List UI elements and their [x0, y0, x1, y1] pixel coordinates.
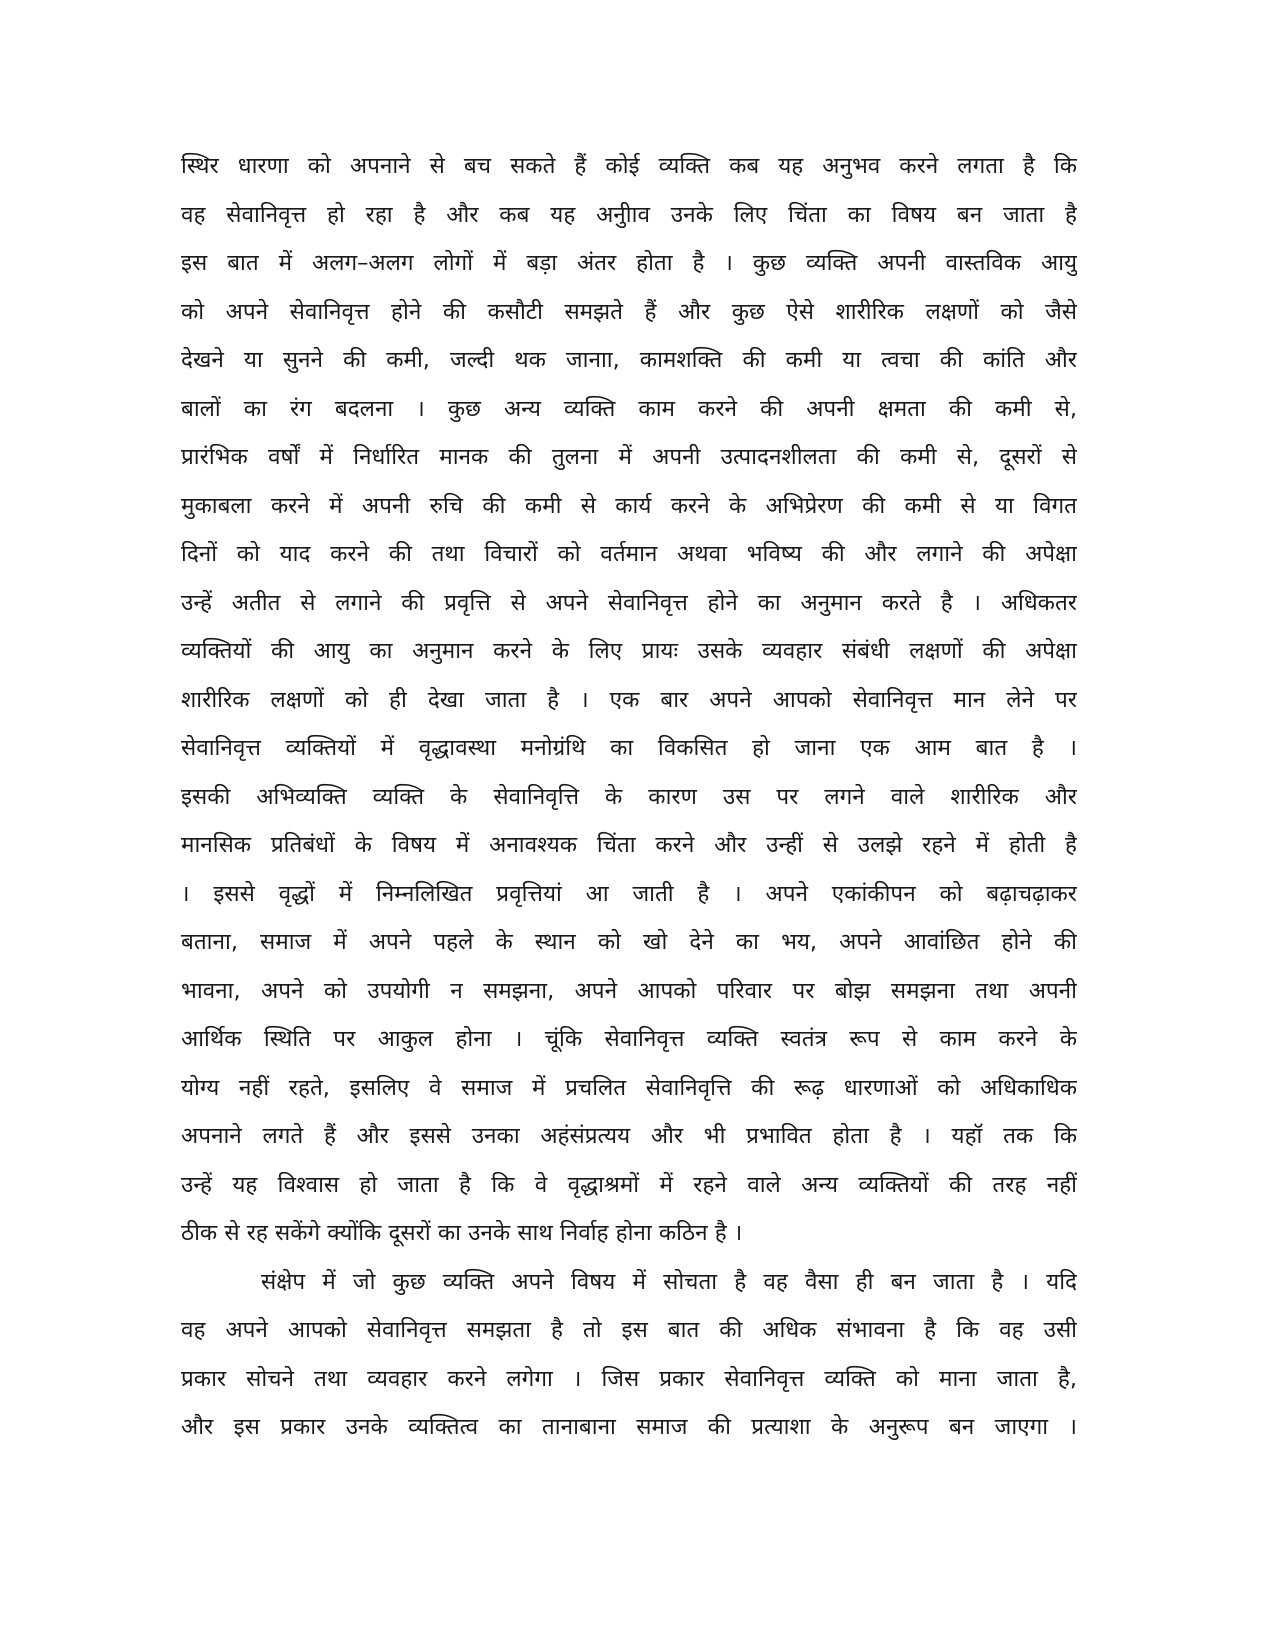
text-line: बताना, समाज में अपने पहले के स्थान को खो देने का भय, अपने आवांछित होने की	[181, 929, 1077, 955]
text-line: । इससे वृद्धों में निम्नलिखित प्रवृत्तियां आ जाती है । अपने एकांकीपन को बढ़ाचढ़ाकर	[181, 880, 1077, 907]
text-line: को अपने सेवानिवृत्त होने की कसौटी समझते हैं और कुछ ऐसे शारीरिक लक्षणों को जैसे	[181, 298, 1077, 325]
text-line: वह सेवानिवृत्त हो रहा है और कब यह अनुीाव उनके लिए चिंता का विषय बन जाता है	[181, 201, 1077, 228]
text-line: सेवानिवृत्त व्यक्तियों में वृद्धावस्था मनोग्रंथि का विकसित हो जाना एक आम बात है ।	[181, 735, 1077, 761]
text-line: भावना, अपने को उपयोगी न समझना, अपने आपको परिवार पर बोझ समझना तथा अपनी	[181, 977, 1077, 1004]
text-line: स्थिर धारणा को अपनाने से बच सकते हैं कोई व्यक्ति कब यह अनुभव करने लगता है कि	[181, 153, 1077, 179]
text-line: अपनाने लगते हैं और इससे उनका अहंसंप्रत्यय और भी प्रभावित होता है । यहॉ तक कि	[181, 1123, 1077, 1149]
text-line: उन्हें यह विश्वास हो जाता है कि वे वृद्धाश्रमों में रहने वाले अन्य व्यक्तियों की तरह नहीं	[181, 1171, 1077, 1198]
text-line: प्रारंभिक वर्षों में निर्धारित मानक की तुलना में अपनी उत्पादनशीलता की कमी से, दूसरों से	[181, 444, 1077, 470]
text-line: शारीरिक लक्षणों को ही देखा जाता है । एक बार अपने आपको सेवानिवृत्त मान लेने पर	[181, 686, 1077, 713]
text-line: प्रकार सोचने तथा व्यवहार करने लगेगा । जिस प्रकार सेवानिवृत्त व्यक्ति को माना जाता है,	[181, 1365, 1077, 1392]
text-line: और इस प्रकार उनके व्यक्तित्व का तानाबाना समाज की प्रत्याशा के अनुरूप बन जाएगा ।	[181, 1414, 1077, 1440]
body-text	[181, 142, 1077, 1452]
text-line: वह अपने आपको सेवानिवृत्त समझता है तो इस बात की अधिक संभावना है कि वह उसी	[181, 1317, 1077, 1343]
text-line: उन्हें अतीत से लगाने की प्रवृत्ति से अपने सेवानिवृत्त होने का अनुमान करते है । अधिकतर	[181, 589, 1077, 616]
text-line: आर्थिक स्थिति पर आकुल होना । चूंकि सेवानिवृत्त व्यक्ति स्वतंत्र रूप से काम करने के	[181, 1026, 1077, 1052]
paragraph-end-line: ठीक से रह सकेंगे क्योंकि दूसरों का उनके साथ निर्वाह होना कठिन है ।	[181, 1220, 743, 1246]
text-line: बालों का रंग बदलना । कुछ अन्य व्यक्ति काम करने की अपनी क्षमता की कमी से,	[181, 395, 1077, 422]
text-line: इसकी अभिव्यक्ति व्यक्ति के सेवानिवृत्ति के कारण उस पर लगने वाले शारीरिक और	[181, 783, 1077, 810]
text-line: देखने या सुनने की कमी, जल्दी थक जानाा, कामशक्ति की कमी या त्वचा की कांति और	[181, 347, 1077, 373]
text-line: मानसिक प्रतिबंधों के विषय में अनावश्यक चिंता करने और उन्हीं से उलझे रहने में होती है	[181, 832, 1077, 858]
text-line: योग्य नहीं रहते, इसलिए वे समाज में प्रचलित सेवानिवृत्ति की रूढ़ धारणाओं को अधिकाधिक	[181, 1074, 1077, 1101]
text-line: दिनों को याद करने की तथा विचारों को वर्तमान अथवा भविष्य की और लगाने की अपेक्षा	[181, 541, 1077, 567]
text-line: व्यक्तियों की आयु का अनुमान करने के लिए प्रायः उसके व्यवहार संबंधी लक्षणों की अपेक्षा	[181, 638, 1077, 664]
text-line: इस बात में अलग–अलग लोगों में बड़ा अंतर होता है । कुछ व्यक्ति अपनी वास्तविक आयु	[181, 250, 1077, 276]
paragraph-start-line: संक्षेप में जो कुछ व्यक्ति अपने विषय में सोचता है वह वैसा ही बन जाता है । यदि	[261, 1268, 1077, 1295]
text-line: मुकाबला करने में अपनी रुचि की कमी से कार्य करने के अभिप्रेरण की कमी से या विगत	[181, 492, 1077, 519]
